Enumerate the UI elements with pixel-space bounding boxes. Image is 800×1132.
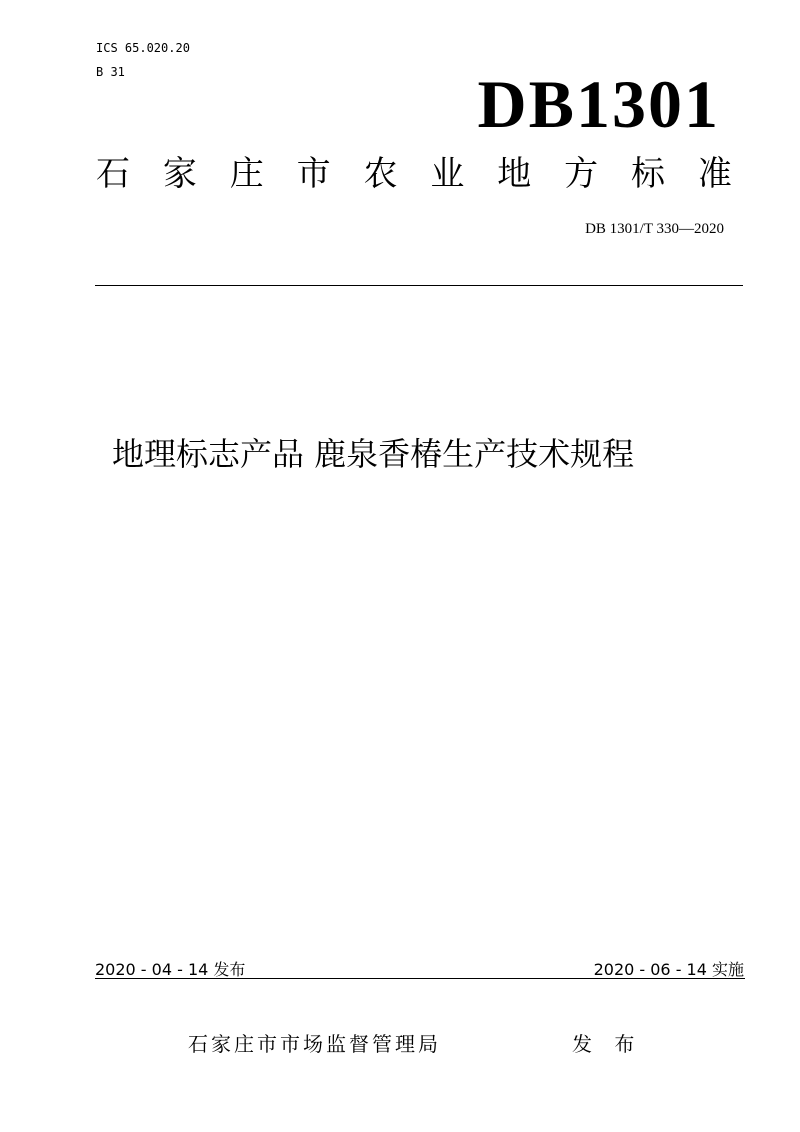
issuing-authority: 石家庄市市场监督管理局 <box>188 1032 441 1056</box>
category-char: 业 <box>430 154 465 194</box>
category-char: 庄 <box>229 154 264 194</box>
document-title: 地理标志产品 鹿泉香椿生产技术规程 <box>112 435 635 473</box>
ics-code: ICS 65.020.20 <box>96 41 190 55</box>
category-char: 地 <box>497 154 532 194</box>
category-char: 标 <box>631 154 665 194</box>
category-char: 准 <box>697 154 732 194</box>
category-char: 农 <box>363 154 398 194</box>
issue-label: 发 布 <box>572 1032 643 1056</box>
bottom-divider <box>95 978 745 979</box>
standard-number: DB 1301/T 330—2020 <box>585 221 724 237</box>
implement-date: 2020 - 06 - 14 实施 <box>593 960 744 979</box>
standard-category <box>96 152 732 196</box>
publish-date: 2020 - 04 - 14 发布 <box>95 960 246 979</box>
standard-code-large: DB1301 <box>477 66 720 142</box>
category-char: 市 <box>296 154 331 194</box>
category-char: 家 <box>162 154 197 194</box>
top-divider <box>95 285 743 286</box>
ccs-code: B 31 <box>96 65 125 79</box>
category-char: 方 <box>564 154 599 194</box>
category-char: 石 <box>96 154 130 194</box>
